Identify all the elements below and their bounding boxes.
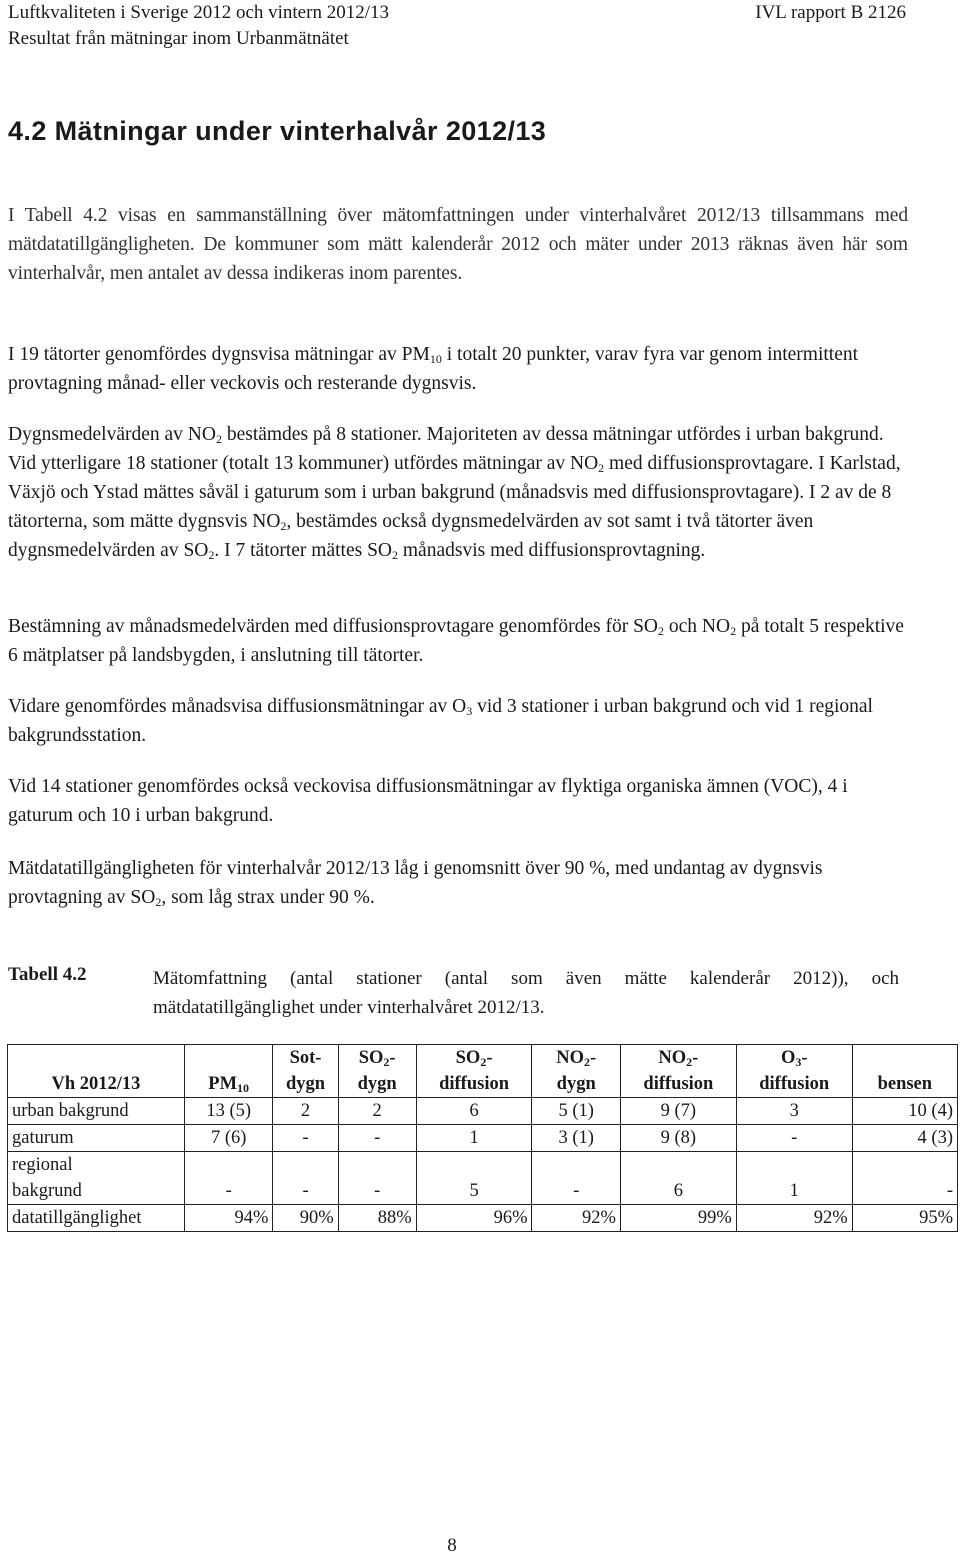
row-label: regional bakgrund [8,1152,185,1205]
header-bensen: bensen [852,1045,957,1098]
cell-no2-diffusion: 9 (8) [620,1125,736,1152]
cell-so2-dygn: 2 [338,1098,416,1125]
table-row [8,1125,958,1152]
cell-bensen: 10 (4) [852,1098,957,1125]
cell-pm10: 13 (5) [184,1098,272,1125]
measurement-table [7,1044,958,1232]
cell-sot: - [273,1152,338,1205]
cell-o3-diffusion: 92% [736,1205,852,1232]
table-row [8,1098,958,1125]
cell-so2-dygn: - [338,1125,416,1152]
cell-pm10: 94% [184,1205,272,1232]
availability-paragraph: Mätdatatillgängligheten för vinterhalvår 2012/13 låg i genomsnitt över 90 %, med undantag av dygnsvis provtagning av $SO_2$, som låg strax under 90 %. [8,858,823,909]
table-row [8,1205,958,1232]
cell-bensen: 4 (3) [852,1125,957,1152]
cell-bensen: - [852,1152,957,1205]
intro-paragraph: I Tabell 4.2 visas en sammanställning över mätomfattningen under vinterhalvåret 2012/13 tillsammans med mätdatatillgängligheten. De kommuner som mätt kalenderår 2012 och mäter under 2013 räknas även här som vinterhalvår, men antalet av dessa indikeras inom parentes. [8,205,908,284]
header-o3-diffusion: $O_3-$ diffusion [736,1045,852,1098]
cell-no2-dygn: 5 (1) [532,1098,620,1125]
pm10-paragraph: I 19 tätorter genomfördes dygnsvisa mätningar av $PM_{10}$ i totalt 20 punkter, varav fyra var genom intermittent provtagning månad- eller veckovis och resterande dygnsvis. [8,344,859,394]
cell-no2-diffusion: 99% [620,1205,736,1232]
no2-paragraph: Dygnsmedelvärden av $NO_2$ bestämdes på 8 stationer. Majoriteten av dessa mätningar utfördes i urban bakgrund. Vid ytterligare 18 stationer (totalt 13 kommuner) utfördes mätningar av $NO_2$ med diffusionsprovtagare. I Karlstad, Växjö och Ystad mättes såväl i gaturum som i urban bakgrund (månadsvis med diffusionsprovtagare). I 2 av de 8 tätorterna, som mätte dygnsvis $NO_2$, bestämdes också dygnsmedelvärden av sot samt i två tätorter även dygnsmedelvärden av $SO_2$. I 7 tätorter mättes $SO_2$ månadsvis med diffusionsprovtagning. [8,424,901,562]
cell-o3-diffusion: - [736,1125,852,1152]
cell-sot: 2 [273,1098,338,1125]
header-no2-dygn: $NO_2-$ dygn [532,1045,620,1098]
cell-so2-diffusion: 5 [416,1152,532,1205]
page-number: 8 [447,1535,457,1556]
cell-no2-dygn: 3 (1) [532,1125,620,1152]
page-header [8,0,952,52]
header-report-title: Luftkvaliteten i Sverige 2012 och vintern 2012/13 [8,2,389,23]
table-caption-label: Tabell 4.2 [8,964,87,985]
cell-pm10: - [184,1152,272,1205]
row-label: datatillgänglighet [8,1205,185,1232]
row-label: gaturum [8,1125,185,1152]
header-pm10: $PM_{10}$ [184,1045,272,1098]
header-sot-dygn: Sot- dygn [273,1045,338,1098]
table-caption-text: Mätomfattning (antal stationer (antal som även mätte kalenderår 2012)), och mätdatatillgänglighet under vinterhalvåret 2012/13. [153,968,899,1018]
table-header-row [8,1045,958,1098]
cell-no2-dygn: 92% [532,1205,620,1232]
cell-so2-diffusion: 1 [416,1125,532,1152]
cell-so2-diffusion: 6 [416,1098,532,1125]
section-heading: 4.2 Mätningar under vinterhalvår 2012/13 [8,116,547,146]
cell-sot: - [273,1125,338,1152]
cell-so2-dygn: - [338,1152,416,1205]
header-report-number: IVL rapport B 2126 [755,2,906,23]
cell-no2-diffusion: 9 (7) [620,1098,736,1125]
ozone-paragraph: Vidare genomfördes månadsvisa diffusionsmätningar av $O_3$ vid 3 stationer i urban bakgrund och vid 1 regional bakgrundsstation. [8,696,873,746]
row-label: urban bakgrund [8,1098,185,1125]
cell-pm10: 7 (6) [184,1125,272,1152]
cell-so2-dygn: 88% [338,1205,416,1232]
header-so2-dygn: $SO_2-$ dygn [338,1045,416,1098]
cell-o3-diffusion: 3 [736,1098,852,1125]
cell-so2-diffusion: 96% [416,1205,532,1232]
cell-bensen: 95% [852,1205,957,1232]
cell-sot: 90% [273,1205,338,1232]
header-subtitle: Resultat från mätningar inom Urbanmätnätet [8,28,349,49]
rural-paragraph: Bestämning av månadsmedelvärden med diffusionsprovtagare genomfördes för $SO_2$ och $NO_2$ på totalt 5 respektive 6 mätplatser på landsbygden, i anslutning till tätorter. [8,616,904,666]
cell-no2-dygn: - [532,1152,620,1205]
voc-paragraph: Vid 14 stationer genomfördes också veckovisa diffusionsmätningar av flyktiga organiska ämnen (VOC), 4 i gaturum och 10 i urban bakgrund. [8,776,848,826]
table-row [8,1152,958,1205]
header-so2-diffusion: $SO_2-$ diffusion [416,1045,532,1098]
header-vh: Vh 2012/13 [8,1045,185,1098]
header-no2-diffusion: $NO_2-$ diffusion [620,1045,736,1098]
cell-o3-diffusion: 1 [736,1152,852,1205]
cell-no2-diffusion: 6 [620,1152,736,1205]
